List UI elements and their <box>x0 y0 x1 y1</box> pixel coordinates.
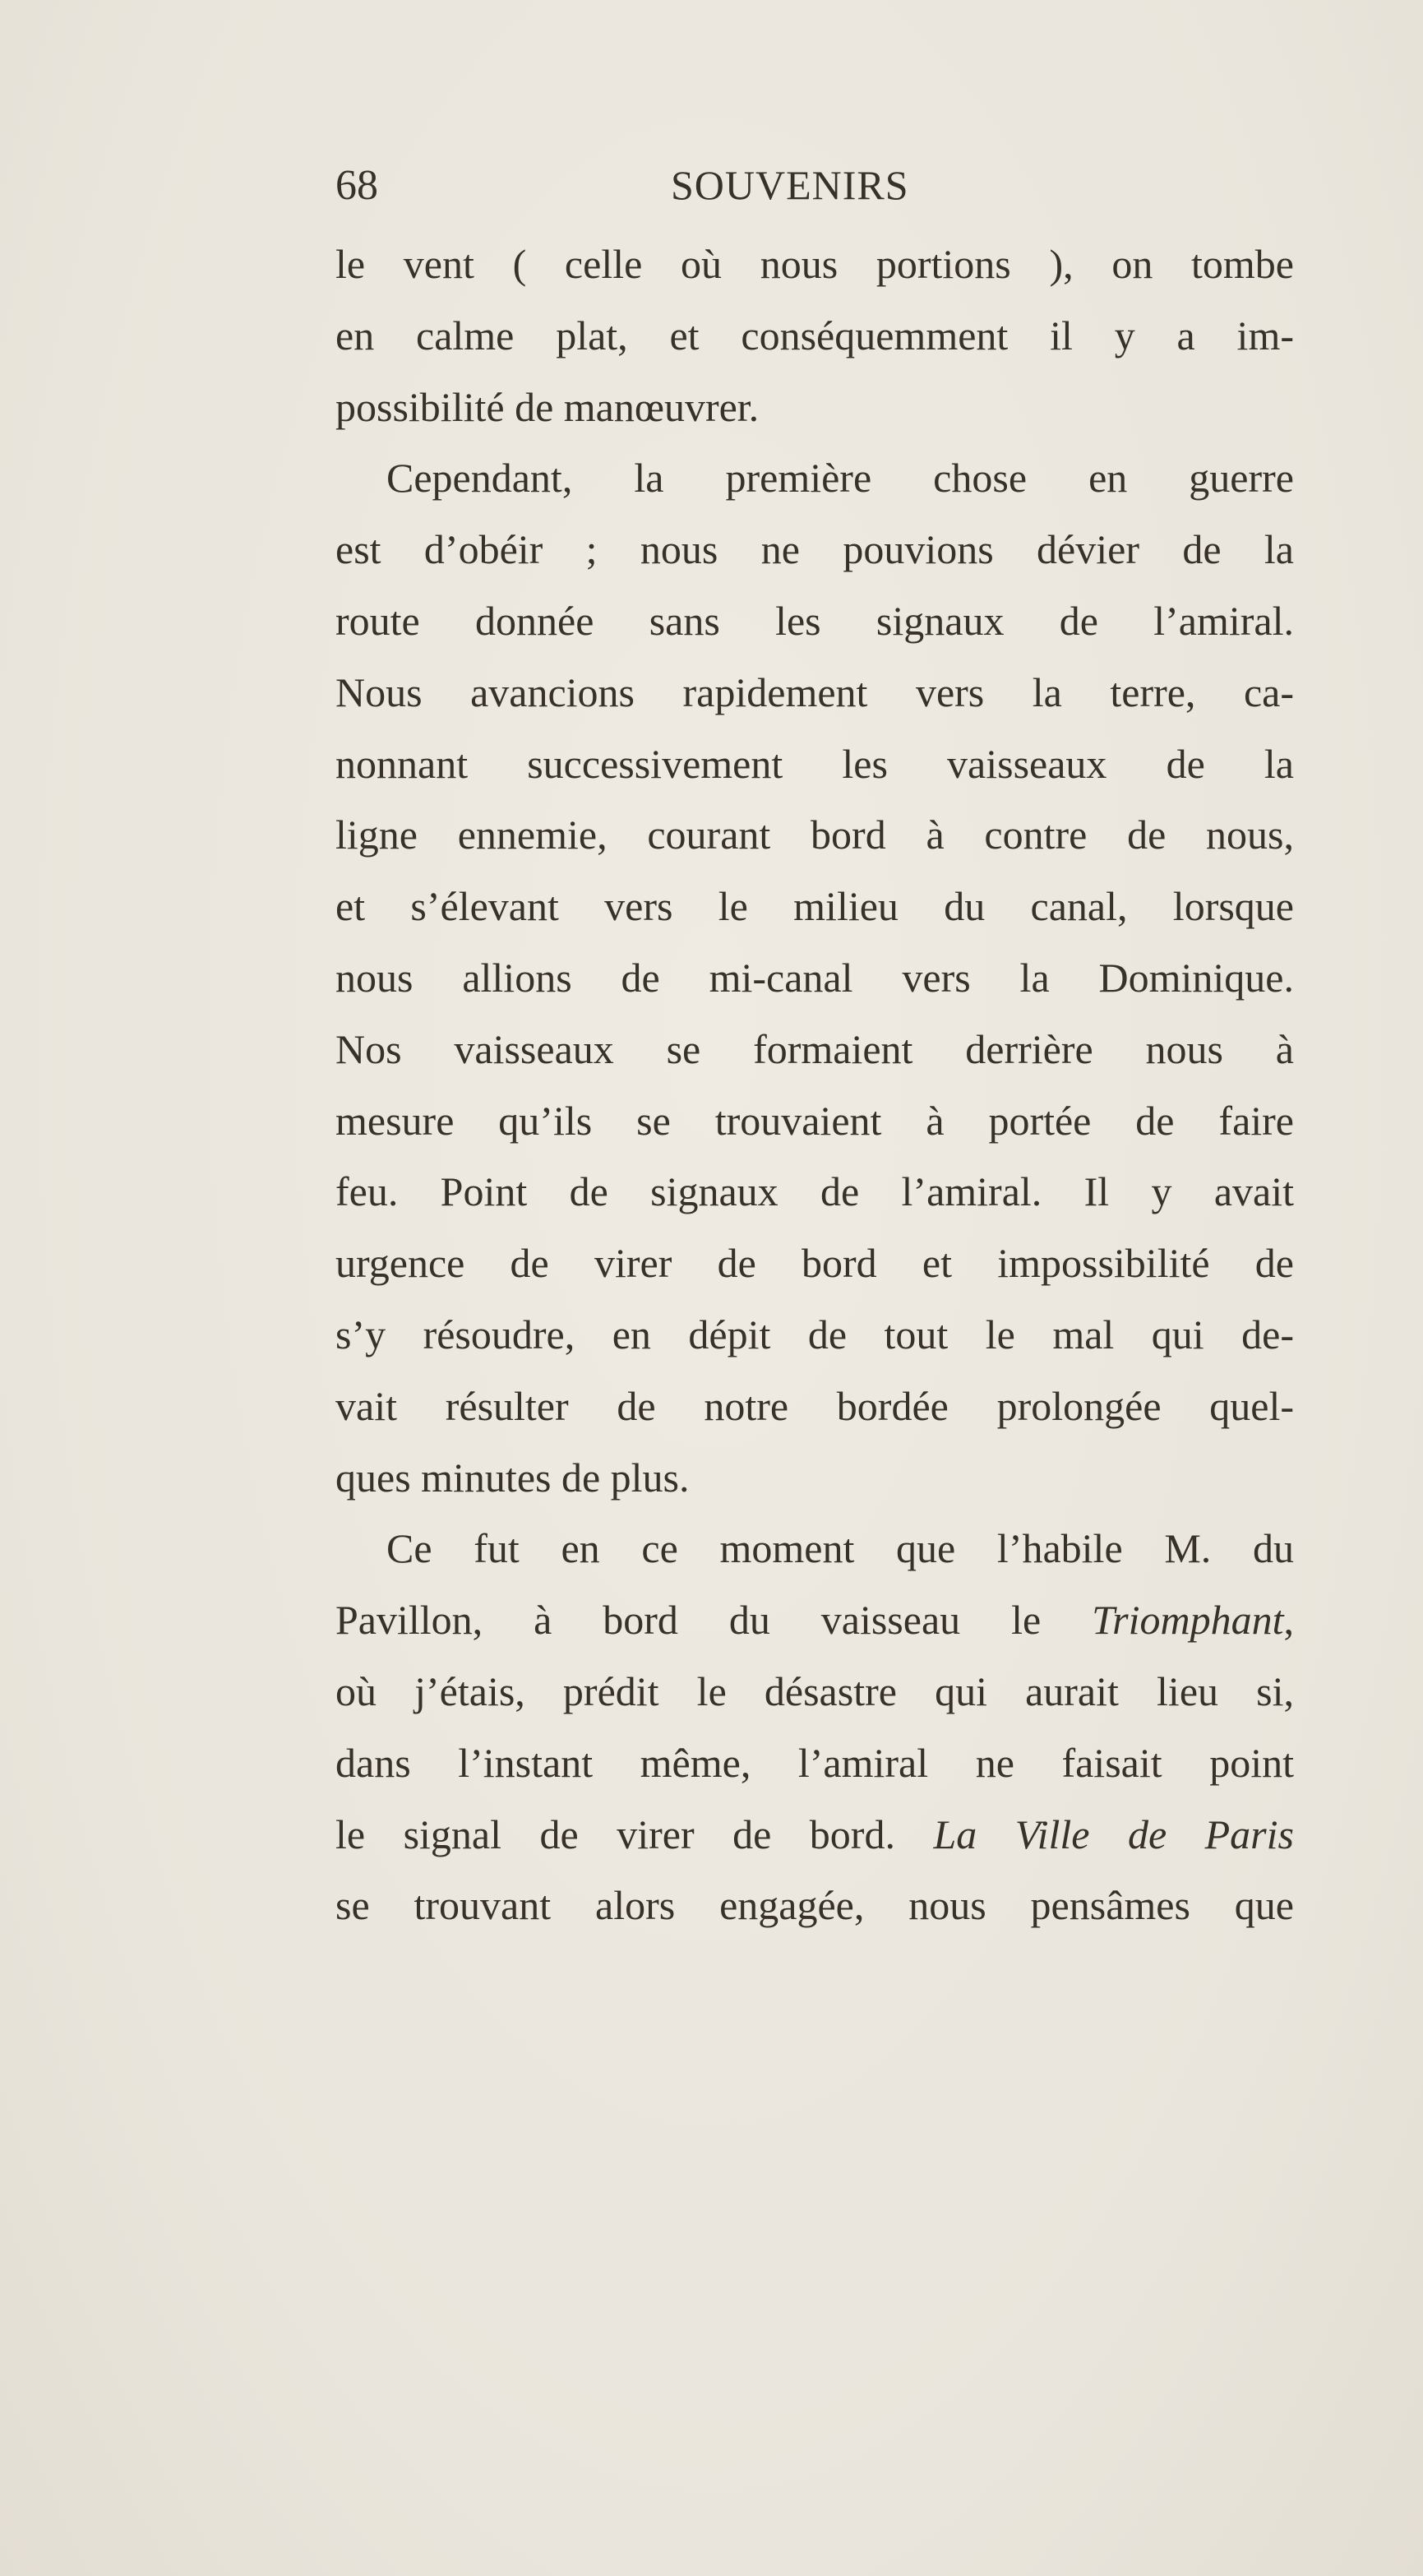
body-text <box>335 229 1294 1941</box>
text-line <box>335 514 1294 585</box>
text-segment: en calme plat, et conséquemment il y a im- <box>335 312 1294 358</box>
text-segment: urgence de virer de bord et impossibilité de <box>335 1240 1294 1287</box>
text-line <box>335 300 1294 372</box>
text-segment: dans l’instant même, l’amiral ne faisait point <box>335 1739 1294 1786</box>
text-line <box>335 372 1294 443</box>
text-segment: le vent ( celle où nous portions ), on tombe <box>335 241 1294 287</box>
text-segment: , <box>1283 1597 1294 1644</box>
text-segment: où j’étais, prédit le désastre qui aurait lieu si, <box>335 1667 1294 1714</box>
text-line <box>335 1228 1294 1299</box>
text-segment: nonnant successivement les vaisseaux de la <box>335 740 1294 787</box>
text-segment: le signal de virer de bord. <box>335 1811 934 1857</box>
text-line <box>335 585 1294 657</box>
text-line <box>335 1085 1294 1157</box>
text-segment: feu. Point de signaux de l’amiral. Il y avait <box>335 1168 1294 1215</box>
text-line <box>335 871 1294 942</box>
text-segment: mesure qu’ils se trouvaient à portée de faire <box>335 1097 1294 1144</box>
page-number: 68 <box>335 162 378 209</box>
text-line <box>335 728 1294 800</box>
text-segment: nous allions de mi-canal vers la Dominique. <box>335 954 1294 1001</box>
text-segment: route donnée sans les signaux de l’amiral. <box>335 597 1294 644</box>
text-segment: possibilité de manœuvrer. <box>335 383 760 430</box>
running-title: SOUVENIRS <box>671 162 909 208</box>
text-segment: Pavillon, à bord du vaisseau le <box>335 1597 1093 1644</box>
text-line <box>335 1156 1294 1228</box>
text-line <box>335 1371 1294 1442</box>
italic-ship-name: La Ville de Paris <box>933 1811 1294 1857</box>
text-line <box>335 1727 1294 1799</box>
text-line <box>335 1584 1294 1656</box>
text-segment: ligne ennemie, courant bord à contre de nous, <box>335 812 1294 858</box>
text-segment: s’y résoudre, en dépit de tout le mal qui de- <box>335 1311 1294 1357</box>
text-line <box>335 1442 1294 1514</box>
text-line <box>335 1299 1294 1371</box>
text-line <box>335 942 1294 1014</box>
italic-ship-name: Triomphant <box>1092 1597 1284 1644</box>
text-segment: se trouvant alors engagée, nous pensâmes que <box>335 1882 1294 1929</box>
text-line <box>335 1656 1294 1727</box>
text-line <box>335 1513 1294 1584</box>
text-line <box>335 442 1294 514</box>
text-line <box>335 657 1294 728</box>
text-segment: est d’obéir ; nous ne pouvions dévier de la <box>335 526 1294 573</box>
text-segment: et s’élevant vers le milieu du canal, lorsque <box>335 883 1294 930</box>
text-line <box>335 1014 1294 1085</box>
text-segment: Ce fut en ce moment que l’habile M. du <box>386 1525 1294 1572</box>
text-line <box>335 1799 1294 1871</box>
text-segment: ques minutes de plus. <box>335 1454 690 1501</box>
page-header <box>335 161 1294 227</box>
text-segment: Nos vaisseaux se formaient derrière nous à <box>335 1025 1294 1072</box>
text-line <box>335 1870 1294 1941</box>
text-segment: vait résulter de notre bordée prolongée quel- <box>335 1382 1294 1429</box>
text-line <box>335 229 1294 300</box>
text-segment: Nous avancions rapidement vers la terre, ca- <box>335 668 1294 715</box>
text-line <box>335 799 1294 871</box>
text-segment: Cependant, la première chose en guerre <box>386 455 1294 502</box>
